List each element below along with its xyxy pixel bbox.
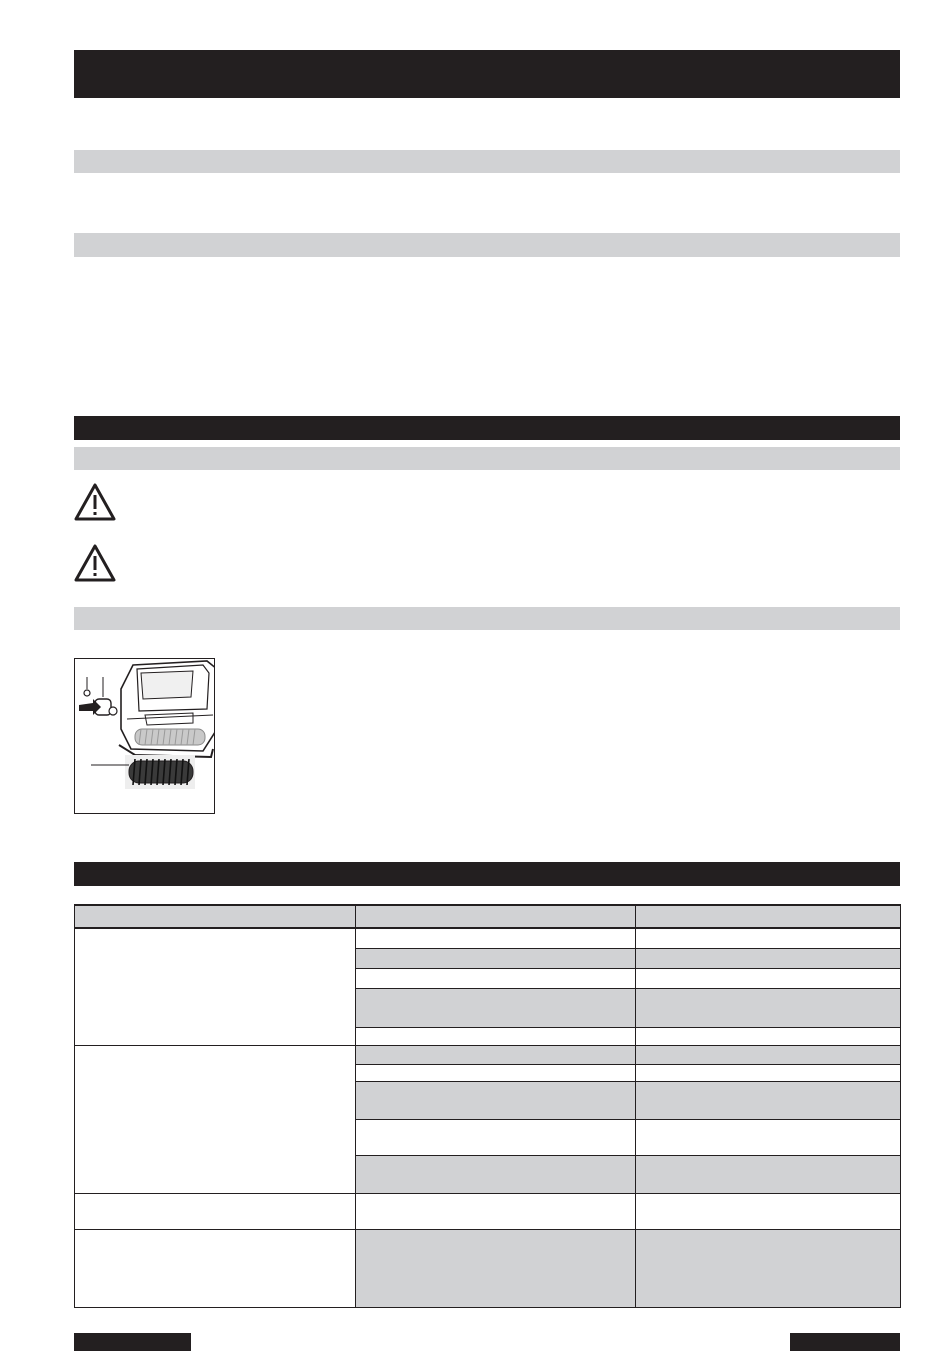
cause-cell [356, 969, 636, 989]
remedy-cell [636, 949, 901, 969]
remedy-cell [636, 969, 901, 989]
cause-cell [356, 928, 636, 949]
footer-left-box [74, 1333, 191, 1351]
cause-cell [356, 1194, 636, 1230]
table-row [75, 1046, 901, 1065]
table-row [75, 1230, 901, 1308]
cause-cell [356, 1156, 636, 1194]
cause-cell [356, 1230, 636, 1308]
remedy-cell [636, 1046, 901, 1065]
safety-header [74, 447, 900, 470]
remedy-cell [636, 1028, 901, 1046]
brush-change-header [74, 607, 900, 630]
column-header-cause [356, 905, 636, 928]
warning-text-1 [130, 485, 900, 525]
column-header-remedy [636, 905, 901, 928]
remedy-cell [636, 989, 901, 1028]
column-header-fault [75, 905, 356, 928]
warning-triangle-icon [73, 482, 117, 522]
troubleshooting-table [74, 904, 901, 1308]
remedy-cell [636, 1194, 901, 1230]
remedy-cell [636, 1082, 901, 1120]
troubleshooting-header [74, 862, 900, 886]
cause-cell [356, 1120, 636, 1156]
maintenance-header [74, 416, 900, 440]
cause-cell [356, 1046, 636, 1065]
cause-cell [356, 989, 636, 1028]
brush-replacement-drawing [75, 659, 215, 814]
remedy-cell [636, 1065, 901, 1082]
remedy-cell [636, 1120, 901, 1156]
cause-cell [356, 1082, 636, 1120]
footer-right-box [790, 1333, 900, 1351]
page-title-bar [74, 50, 900, 98]
cause-cell [356, 1065, 636, 1082]
remedy-cell [636, 1156, 901, 1194]
section-header-1 [74, 150, 900, 173]
section-body-2 [74, 264, 900, 404]
warning-text-2 [130, 546, 900, 586]
cause-cell [356, 1028, 636, 1046]
fault-cell [75, 1230, 356, 1308]
fault-cell [75, 1194, 356, 1230]
cause-cell [356, 949, 636, 969]
brush-replacement-figure [74, 658, 215, 814]
fault-cell [75, 1046, 356, 1194]
fault-cell [75, 928, 356, 1046]
section-header-2 [74, 233, 900, 257]
section-body-1 [74, 180, 900, 220]
table-header-row [75, 905, 901, 928]
brush-change-text [240, 660, 900, 810]
table-row [75, 1194, 901, 1230]
remedy-cell [636, 928, 901, 949]
table-row [75, 928, 901, 949]
warning-triangle-icon [73, 543, 117, 583]
remedy-cell [636, 1230, 901, 1308]
